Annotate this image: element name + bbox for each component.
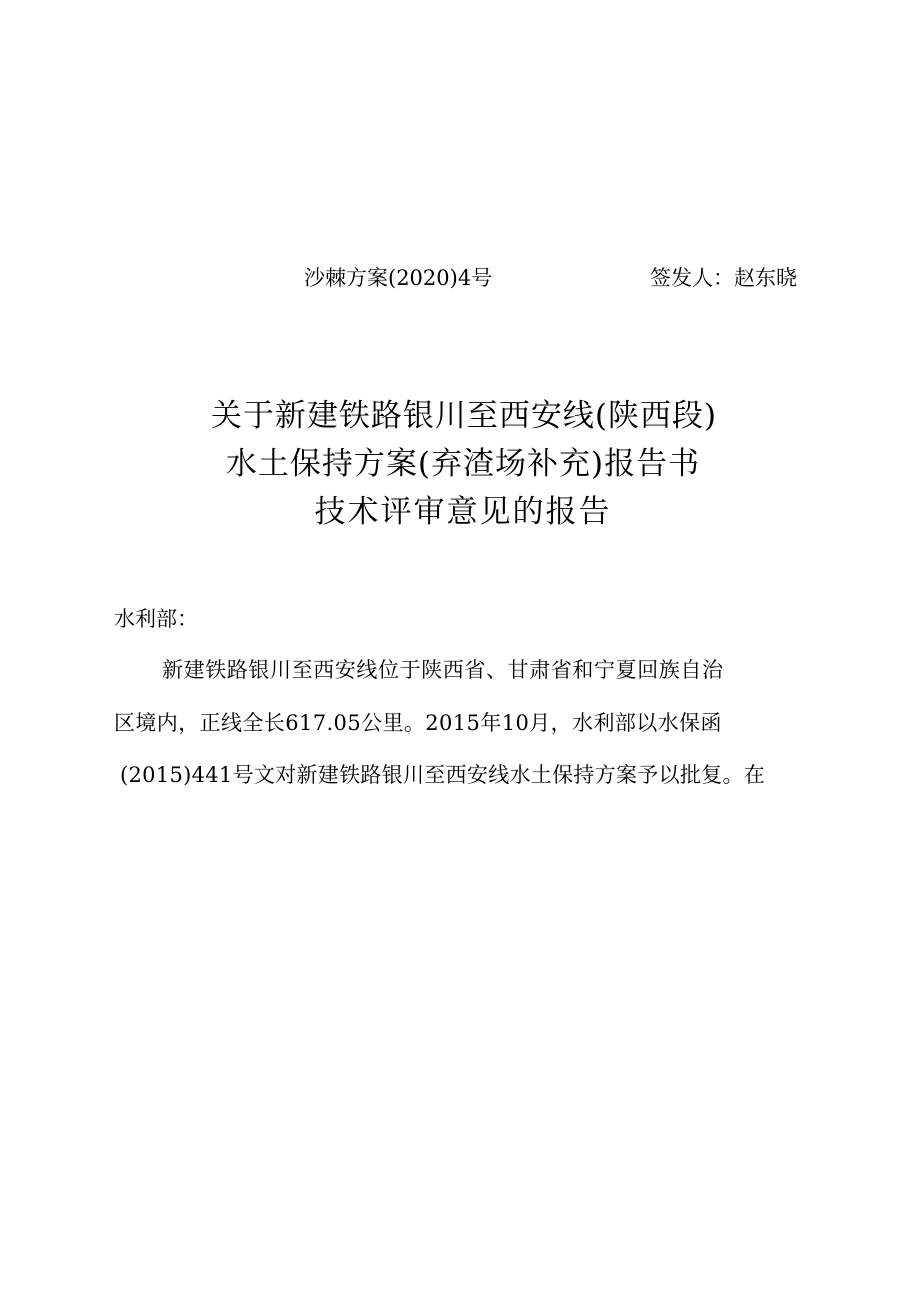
document-number: 沙棘方案(2020)4号: [304, 266, 493, 290]
title-line-3: 技术评审意见的报告: [314, 494, 612, 530]
body-line-1: 新建铁路银川至西安线位于陕西省、甘肃省和宁夏回族自治: [162, 658, 724, 682]
salutation: 水利部：: [114, 607, 198, 631]
body-line-3: (2015)441号文对新建铁路银川至西安线水土保持方案予以批复。在: [120, 763, 766, 787]
title-line-2: 水土保持方案(弃渣场补充)报告书: [225, 446, 701, 482]
signer: 签发人：赵东晓: [650, 266, 797, 290]
title-line-1: 关于新建铁路银川至西安线(陕西段): [210, 398, 718, 434]
document-title: [0, 392, 920, 536]
body-line-2: 区境内，正线全长617.05公里。2015年10月，水利部以水保函: [114, 711, 722, 735]
